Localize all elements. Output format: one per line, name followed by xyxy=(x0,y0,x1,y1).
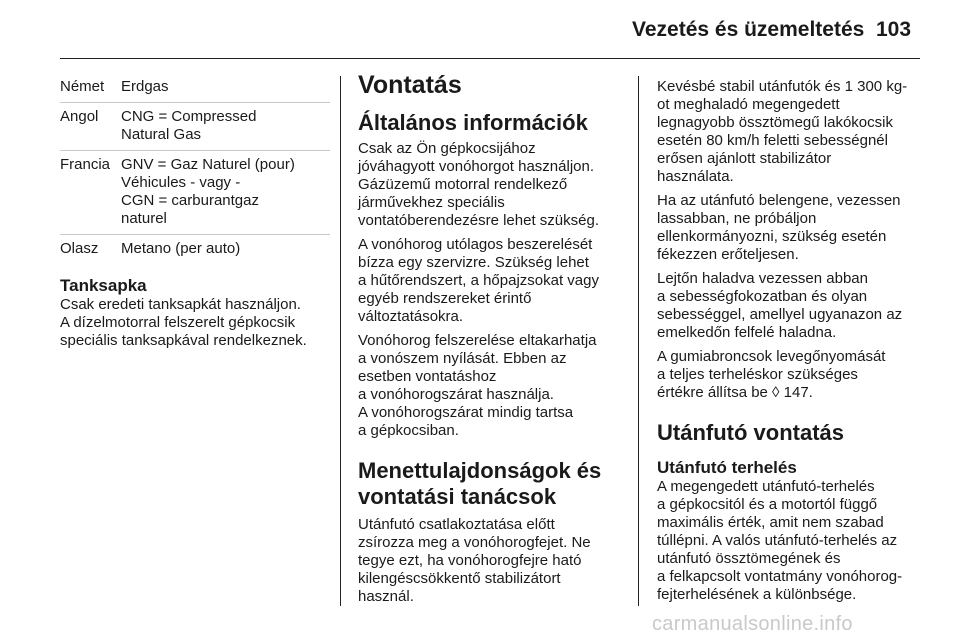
column-left xyxy=(60,78,330,356)
section-heading: Általános információk xyxy=(358,110,588,135)
column-middle xyxy=(358,70,620,612)
table-row xyxy=(60,103,330,151)
column-divider-1 xyxy=(340,76,341,606)
header-divider xyxy=(60,58,920,59)
term-cell: Metano (per auto) xyxy=(121,240,241,257)
page-number: 103 xyxy=(876,18,912,41)
table-row xyxy=(60,235,330,265)
column-divider-2 xyxy=(638,76,639,606)
paragraph: Vonóhorog felszerelése eltakarhatja a vonószem nyílását. Ebben az esetben vontatáshoz a vonóhorogszárat használja. A vonóhorogszárat mindig tartsa a gépkocsiban. xyxy=(358,332,597,439)
table-row xyxy=(60,78,330,103)
paragraph: Utánfutó csatlakoztatása előtt zsírozza meg a vonóhorogfejet. Ne tegye ezt, ha vonóhorogfejre ható kilengéscsökkentő stabilizátort használ. xyxy=(358,516,591,605)
language-cell: Olasz xyxy=(60,240,99,257)
language-cell: Angol xyxy=(60,103,121,151)
language-cell: Francia xyxy=(60,151,121,235)
section-heading: Menettulajdonságok és vontatási tanácsok xyxy=(358,458,602,509)
tanksapka-paragraph: Csak eredeti tanksapkát használjon. A dízelmotorral felszerelt gépkocsik speciális tanksapkával rendelkeznek. xyxy=(60,296,307,349)
paragraph: A megengedett utánfutó-terhelés a gépkocsitól és a motortól függő maximális érték, amit nem szabad túllépni. A valós utánfutó-terhelés az utánfutó össztömegének és a felkapcsolt vontatmány vonóhorog- fejterhelésének a különbsége. xyxy=(657,478,903,603)
page-header-title: Vezetés és üzemeltetés xyxy=(632,18,865,41)
watermark: carmanualsonline.info xyxy=(652,613,853,635)
term-cell: GNV = Gaz Naturel (pour) Véhicules - vagy - CGN = carburantgaz naturel xyxy=(121,151,330,235)
term-cell: Erdgas xyxy=(121,78,330,103)
paragraph: A gumiabroncsok levegőnyomását a teljes terheléskor szükséges értékre állítsa be ◊ 147. xyxy=(657,348,886,401)
paragraph: Ha az utánfutó belengene, vezessen lassabban, ne próbáljon ellenkormányozni, szükség esetén fékezzen erőteljesen. xyxy=(657,192,901,263)
term-cell: CNG = Compressed Natural Gas xyxy=(121,103,330,151)
subsection-heading: Utánfutó terhelés xyxy=(657,458,797,477)
table-row xyxy=(60,151,330,235)
paragraph: Kevésbé stabil utánfutók és 1 300 kg- ot meghaladó megengedett legnagyobb össztömegű lakókocsik esetén 80 km/h feletti sebességnél erősen ajánlott stabilizátor használata. xyxy=(657,78,908,185)
paragraph: Lejtőn haladva vezessen abban a sebességfokozatban és olyan sebességgel, amellyel ugyanazon az emelkedőn felfelé haladna. xyxy=(657,270,903,341)
main-heading: Vontatás xyxy=(358,71,462,99)
language-cell: Német xyxy=(60,78,121,103)
paragraph: A vonóhorog utólagos beszerelését bízza egy szervizre. Szükség lehet a hűtőrendszert, a hőpajzsokat vagy egyéb rendszereket érintő változtatásokra. xyxy=(358,236,599,325)
tanksapka-heading: Tanksapka xyxy=(60,276,147,295)
column-right xyxy=(657,78,932,610)
section-heading: Utánfutó vontatás xyxy=(657,420,844,445)
paragraph: Csak az Ön gépkocsijához jóváhagyott vonóhorgot használjon. Gázüzemű motorral rendelkező járművekhez speciális vontatóberendezésre lehet szükség. xyxy=(358,140,599,229)
gas-name-table xyxy=(60,78,330,264)
